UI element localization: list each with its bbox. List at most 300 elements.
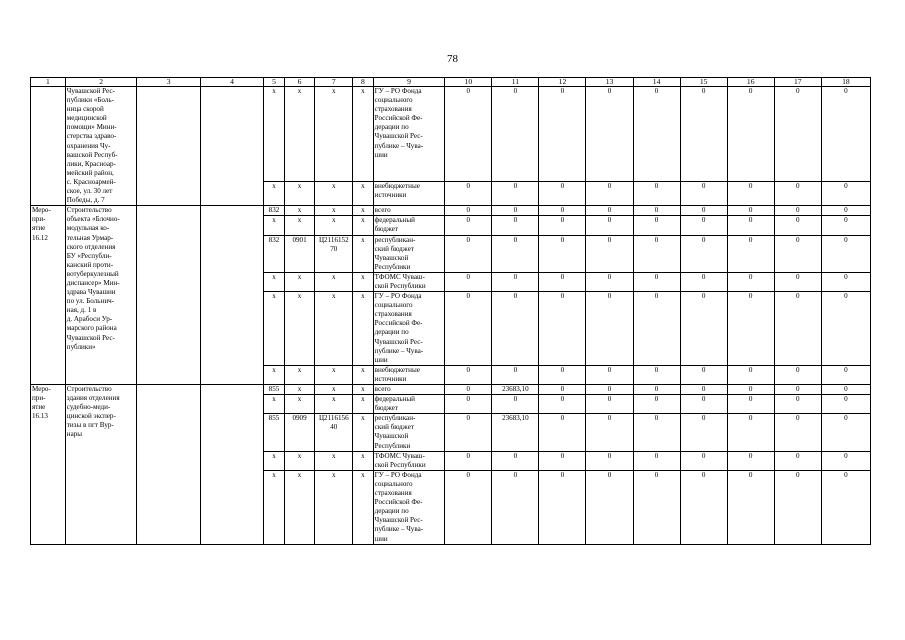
value-cell: 0	[774, 470, 821, 544]
value-cell: 0	[586, 451, 633, 470]
header-cell: 4	[200, 78, 263, 87]
value-cell: 23683,10	[492, 414, 539, 451]
header-cell: 2	[65, 78, 137, 87]
funding-source-cell	[373, 206, 445, 216]
expense-type-cell: х	[353, 385, 373, 395]
value-cell: 0	[492, 365, 539, 384]
funding-source-line: Чувашской Рес-	[374, 132, 423, 141]
event-cell	[31, 206, 66, 385]
funding-source-line: ТФОМС Чуваш-	[374, 451, 425, 460]
value-cell: 0	[539, 451, 586, 470]
object-line: нары	[66, 430, 83, 439]
funding-source-line: Республики	[374, 441, 411, 450]
funding-source-line: шии	[374, 150, 388, 159]
funding-source-line: бюджет	[374, 404, 398, 413]
header-cell: 5	[264, 78, 284, 87]
event-cell	[31, 87, 66, 206]
value-cell: 0	[680, 292, 727, 366]
funding-source-line: Российской Фе-	[374, 319, 423, 328]
value-cell: 0	[680, 414, 727, 451]
value-cell: 0	[586, 365, 633, 384]
funding-source-cell	[373, 451, 445, 470]
object-line: публики «Боль-	[66, 96, 115, 105]
funding-source-cell	[373, 395, 445, 414]
value-cell: 0	[539, 414, 586, 451]
kbk-cell: 832	[264, 206, 284, 216]
value-cell: 0	[633, 470, 680, 544]
value-cell: 0	[539, 470, 586, 544]
value-cell: 0	[821, 87, 870, 182]
kbk-cell: 832	[264, 235, 284, 272]
value-cell: 0	[680, 87, 727, 182]
value-cell: 0	[586, 470, 633, 544]
funding-source-line: дерации по	[374, 123, 409, 132]
object-line: Строительство	[66, 385, 112, 393]
funding-source-line: Российской Фе-	[374, 114, 423, 123]
value-cell: 0	[445, 206, 492, 216]
funding-source-line: Чувашской	[374, 253, 409, 262]
expense-type-cell: х	[353, 292, 373, 366]
value-cell: 0	[586, 87, 633, 182]
section-cell: х	[284, 365, 315, 384]
object-cell	[65, 206, 137, 385]
value-cell: 0	[821, 395, 870, 414]
value-cell: 0	[492, 216, 539, 235]
object-line: вотуберкулезный	[66, 269, 119, 278]
funding-source-line: дерации по	[374, 328, 409, 337]
value-cell: 0	[492, 87, 539, 182]
object-line: медицинской	[66, 114, 107, 123]
value-cell: 0	[586, 216, 633, 235]
header-cell: 12	[539, 78, 586, 87]
value-cell: 0	[539, 385, 586, 395]
funding-source-line: внебюджетные	[374, 365, 420, 374]
value-cell: 0	[821, 181, 870, 206]
value-cell: 0	[727, 395, 774, 414]
value-cell: 0	[586, 272, 633, 291]
funding-source-line: республикан-	[374, 414, 416, 423]
object-line: мейский район,	[66, 168, 114, 177]
target-article-cell: х	[315, 365, 353, 384]
value-cell: 0	[727, 292, 774, 366]
table-row	[31, 87, 871, 182]
value-cell: 0	[633, 292, 680, 366]
object-line: помощи» Мини-	[66, 123, 117, 132]
funding-source-line: ТФОМС Чуваш-	[374, 272, 425, 281]
object-line: Чувашской Рес-	[66, 333, 115, 342]
value-cell: 0	[445, 292, 492, 366]
object-line: тельная Урмар-	[66, 233, 114, 242]
event-line: 16.13	[32, 412, 48, 421]
value-cell: 0	[586, 206, 633, 216]
object-line: с. Красноармей-	[66, 177, 116, 186]
header-cell: 15	[680, 78, 727, 87]
section-cell: х	[284, 216, 315, 235]
value-cell: 0	[821, 206, 870, 216]
header-cell: 1	[31, 78, 66, 87]
value-cell: 0	[680, 365, 727, 384]
funding-source-line: социального	[374, 479, 413, 488]
header-row	[31, 78, 871, 87]
funding-source-line: страхования	[374, 310, 412, 319]
funding-source-line: ский бюджет	[374, 244, 414, 253]
value-cell: 0	[492, 395, 539, 414]
value-cell: 0	[680, 216, 727, 235]
funding-source-cell	[373, 181, 445, 206]
target-article-cell: х	[315, 272, 353, 291]
value-cell: 0	[633, 216, 680, 235]
section-cell: х	[284, 272, 315, 291]
event-line: Меро-	[32, 206, 51, 215]
col3-cell	[137, 385, 200, 545]
value-cell: 0	[774, 385, 821, 395]
value-cell: 0	[539, 365, 586, 384]
target-article-cell: х	[315, 292, 353, 366]
funding-source-line: республикан-	[374, 235, 416, 244]
value-cell: 0	[492, 206, 539, 216]
funding-source-line: Российской Фе-	[374, 498, 423, 507]
funding-source-line: социального	[374, 96, 413, 105]
funding-source-line: ский бюджет	[374, 423, 414, 432]
object-line: цинской экспер-	[66, 412, 116, 421]
funding-source-line: шии	[374, 534, 388, 543]
col3-cell	[137, 206, 200, 385]
value-cell: 0	[774, 414, 821, 451]
table-row	[31, 206, 871, 216]
object-line: диспансер» Мин-	[66, 278, 120, 287]
value-cell: 0	[492, 451, 539, 470]
target-article-cell: х	[315, 216, 353, 235]
value-cell: 0	[445, 365, 492, 384]
value-cell: 0	[821, 385, 870, 395]
object-line: марского района	[66, 324, 117, 333]
event-line: ятие	[32, 224, 46, 233]
funding-source-line: источники	[374, 190, 407, 199]
event-line: при-	[32, 394, 46, 403]
kbk-cell: 855	[264, 385, 284, 395]
value-cell: 0	[727, 451, 774, 470]
object-cell	[65, 87, 137, 206]
funding-source-line: Чувашской Рес-	[374, 516, 423, 525]
value-cell: 0	[445, 87, 492, 182]
expense-type-cell: х	[353, 414, 373, 451]
value-cell: 0	[445, 395, 492, 414]
funding-source-cell	[373, 272, 445, 291]
value-cell: 0	[445, 385, 492, 395]
value-cell: 0	[633, 414, 680, 451]
target-article-cell: Ц2116152 70	[315, 235, 353, 272]
value-cell: 0	[727, 235, 774, 272]
section-cell: х	[284, 451, 315, 470]
funding-source-cell	[373, 385, 445, 395]
expense-type-cell: х	[353, 181, 373, 206]
expense-type-cell: х	[353, 216, 373, 235]
value-cell: 0	[821, 365, 870, 384]
funding-source-line: страхования	[374, 105, 412, 114]
value-cell: 0	[821, 414, 870, 451]
value-cell: 0	[774, 395, 821, 414]
value-cell: 0	[539, 181, 586, 206]
object-line: модульная ко-	[66, 224, 110, 233]
value-cell: 0	[539, 292, 586, 366]
value-cell: 0	[445, 451, 492, 470]
value-cell: 0	[633, 395, 680, 414]
page-number: 78	[447, 53, 458, 65]
expense-type-cell: х	[353, 87, 373, 182]
value-cell: 0	[586, 414, 633, 451]
expense-type-cell: х	[353, 365, 373, 384]
object-line: Строительство	[66, 206, 112, 215]
value-cell: 0	[492, 235, 539, 272]
object-line: тизы в пгт Вур-	[66, 421, 114, 430]
object-line: лики, Красноар-	[66, 159, 116, 168]
object-line: ная, д. 1 в	[66, 306, 97, 315]
col3-cell	[137, 87, 200, 206]
section-cell: х	[284, 206, 315, 216]
funding-source-line: источники	[374, 374, 407, 383]
value-cell: 0	[586, 235, 633, 272]
value-cell: 0	[727, 272, 774, 291]
event-line: ятие	[32, 403, 46, 412]
kbk-cell: х	[264, 395, 284, 414]
funding-source-line: публике – Чува-	[374, 141, 424, 150]
value-cell: 0	[492, 292, 539, 366]
expense-type-cell: х	[353, 451, 373, 470]
value-cell: 0	[492, 470, 539, 544]
expense-type-cell: х	[353, 235, 373, 272]
target-article-cell: х	[315, 87, 353, 182]
object-line: канский проти-	[66, 260, 114, 269]
object-line: публики»	[66, 342, 96, 351]
header-cell: 8	[353, 78, 373, 87]
value-cell: 0	[774, 235, 821, 272]
object-line: ского отделения	[66, 242, 116, 251]
value-cell: 0	[774, 292, 821, 366]
value-cell: 0	[539, 395, 586, 414]
kbk-cell: х	[264, 181, 284, 206]
value-cell: 0	[633, 272, 680, 291]
target-article-cell: х	[315, 181, 353, 206]
value-cell: 0	[633, 235, 680, 272]
expense-type-cell: х	[353, 395, 373, 414]
header-cell: 7	[315, 78, 353, 87]
object-line: Чувашской Рес-	[66, 87, 115, 95]
value-cell: 0	[586, 181, 633, 206]
value-cell: 0	[586, 385, 633, 395]
value-cell: 0	[821, 292, 870, 366]
value-cell: 0	[445, 235, 492, 272]
value-cell: 0	[727, 385, 774, 395]
event-cell	[31, 385, 66, 545]
col4-cell	[200, 385, 263, 545]
target-article-cell: х	[315, 395, 353, 414]
object-cell	[65, 385, 137, 545]
kbk-cell: х	[264, 272, 284, 291]
table-row	[31, 385, 871, 395]
target-article-cell: х	[315, 451, 353, 470]
object-line: по ул. Больнич-	[66, 297, 115, 306]
kbk-cell: х	[264, 365, 284, 384]
object-line: БУ «Республи-	[66, 251, 112, 260]
value-cell: 0	[821, 216, 870, 235]
value-cell: 0	[727, 87, 774, 182]
value-cell: 0	[633, 181, 680, 206]
funding-source-line: ГУ – РО Фонда	[374, 470, 422, 479]
value-cell: 0	[680, 395, 727, 414]
value-cell: 0	[539, 235, 586, 272]
value-cell: 0	[492, 181, 539, 206]
section-cell: х	[284, 181, 315, 206]
kbk-cell: х	[264, 87, 284, 182]
budget-table	[30, 77, 871, 545]
section-cell: х	[284, 87, 315, 182]
funding-source-cell	[373, 235, 445, 272]
funding-source-line: Республики	[374, 262, 411, 271]
funding-source-cell	[373, 292, 445, 366]
object-line: Победы, д. 7	[66, 196, 105, 205]
value-cell: 0	[821, 470, 870, 544]
value-cell: 0	[445, 181, 492, 206]
kbk-cell: х	[264, 216, 284, 235]
value-cell: 0	[445, 216, 492, 235]
section-cell: х	[284, 385, 315, 395]
value-cell: 0	[539, 87, 586, 182]
value-cell: 0	[680, 272, 727, 291]
funding-source-line: ГУ – РО Фонда	[374, 292, 422, 301]
funding-source-line: публике – Чува-	[374, 525, 424, 534]
header-cell: 17	[774, 78, 821, 87]
event-line: при-	[32, 215, 46, 224]
object-line: ское, ул. 30 лет	[66, 187, 113, 196]
value-cell: 0	[492, 272, 539, 291]
value-cell: 0	[774, 206, 821, 216]
object-line: ница скорой	[66, 105, 104, 114]
header-cell: 9	[373, 78, 445, 87]
funding-source-cell	[373, 414, 445, 451]
section-cell: х	[284, 470, 315, 544]
value-cell: 0	[727, 414, 774, 451]
col4-cell	[200, 206, 263, 385]
value-cell: 0	[586, 292, 633, 366]
value-cell: 0	[727, 181, 774, 206]
object-line: здрава Чувашии	[66, 288, 116, 297]
value-cell: 0	[727, 365, 774, 384]
funding-source-line: всего	[374, 385, 391, 393]
funding-source-cell	[373, 216, 445, 235]
kbk-cell: х	[264, 451, 284, 470]
value-cell: 0	[727, 216, 774, 235]
value-cell: 0	[680, 385, 727, 395]
object-line: охранения Чу-	[66, 141, 111, 150]
kbk-cell: 855	[264, 414, 284, 451]
value-cell: 0	[445, 470, 492, 544]
header-cell: 6	[284, 78, 315, 87]
target-article-cell: х	[315, 206, 353, 216]
value-cell: 0	[633, 451, 680, 470]
expense-type-cell: х	[353, 470, 373, 544]
header-cell: 18	[821, 78, 870, 87]
value-cell: 0	[774, 181, 821, 206]
target-article-cell: х	[315, 470, 353, 544]
value-cell: 0	[727, 206, 774, 216]
funding-source-cell	[373, 87, 445, 182]
funding-source-line: ской Республики	[374, 460, 426, 469]
section-cell: х	[284, 395, 315, 414]
value-cell: 0	[633, 87, 680, 182]
value-cell: 0	[633, 385, 680, 395]
header-cell: 13	[586, 78, 633, 87]
value-cell: 0	[774, 272, 821, 291]
funding-source-line: всего	[374, 206, 391, 215]
target-article-cell: х	[315, 385, 353, 395]
funding-source-line: шии	[374, 355, 388, 364]
value-cell: 0	[680, 181, 727, 206]
value-cell: 0	[680, 470, 727, 544]
header-cell: 16	[727, 78, 774, 87]
object-line: судебно-меди-	[66, 403, 111, 412]
value-cell: 0	[633, 206, 680, 216]
col4-cell	[200, 87, 263, 206]
object-line: объекта «Блочно-	[66, 215, 120, 224]
value-cell: 0	[821, 451, 870, 470]
object-line: вашской Респуб-	[66, 150, 118, 159]
funding-source-line: социального	[374, 301, 413, 310]
funding-source-line: федеральный	[374, 216, 415, 225]
value-cell: 0	[774, 216, 821, 235]
section-cell: 0909	[284, 414, 315, 451]
funding-source-line: федеральный	[374, 395, 415, 404]
funding-source-line: публике – Чува-	[374, 346, 424, 355]
kbk-cell: х	[264, 470, 284, 544]
value-cell: 0	[774, 451, 821, 470]
value-cell: 0	[680, 235, 727, 272]
event-line: 16.12	[32, 233, 48, 242]
funding-source-line: ГУ – РО Фонда	[374, 87, 422, 95]
value-cell: 0	[821, 272, 870, 291]
value-cell: 0	[586, 395, 633, 414]
funding-source-line: ской Республики	[374, 281, 426, 290]
header-cell: 11	[492, 78, 539, 87]
value-cell: 0	[774, 87, 821, 182]
target-article-cell: Ц2116156 40	[315, 414, 353, 451]
funding-source-line: Чувашской Рес-	[374, 337, 423, 346]
value-cell: 23683,10	[492, 385, 539, 395]
value-cell: 0	[680, 451, 727, 470]
value-cell: 0	[539, 272, 586, 291]
funding-source-line: страхования	[374, 489, 412, 498]
value-cell: 0	[445, 272, 492, 291]
funding-source-cell	[373, 365, 445, 384]
funding-source-line: Чувашской	[374, 432, 409, 441]
funding-source-line: бюджет	[374, 225, 398, 234]
value-cell: 0	[774, 365, 821, 384]
funding-source-line: внебюджетные	[374, 181, 420, 190]
value-cell: 0	[633, 365, 680, 384]
section-cell: х	[284, 292, 315, 366]
value-cell: 0	[727, 470, 774, 544]
section-cell: 0901	[284, 235, 315, 272]
value-cell: 0	[539, 216, 586, 235]
expense-type-cell: х	[353, 272, 373, 291]
event-line: Меро-	[32, 385, 51, 393]
object-line: д. Арабоси Ур-	[66, 315, 113, 324]
header-cell: 3	[137, 78, 200, 87]
object-line: здания отделения	[66, 394, 120, 403]
value-cell: 0	[680, 206, 727, 216]
value-cell: 0	[821, 235, 870, 272]
funding-source-cell	[373, 470, 445, 544]
expense-type-cell: х	[353, 206, 373, 216]
